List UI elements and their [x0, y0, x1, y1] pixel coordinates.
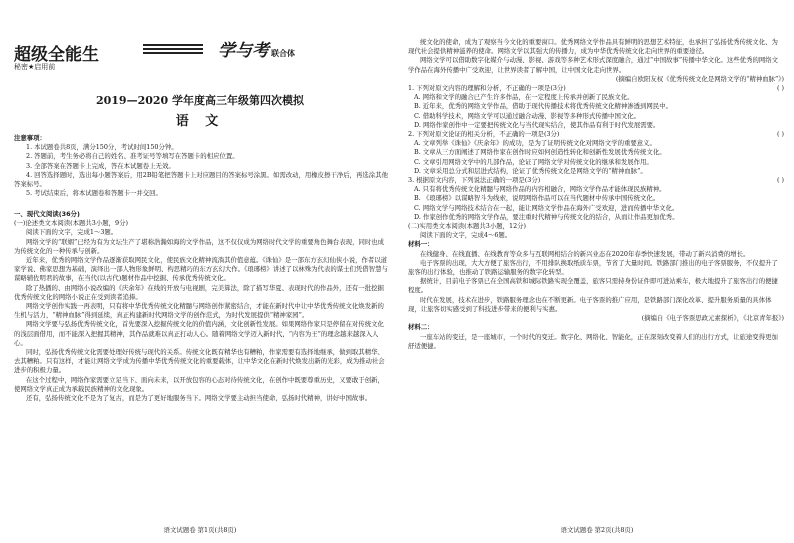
question-stem: 1. 下列对原文内容的理解和分析，不正确的一项是(3分) — [408, 84, 566, 93]
option: D. 网络作家创作中一定要把传统文化与当代现实结合，使其作品有利于时代发展需要。 — [414, 120, 660, 129]
section2-heading: (二)实用类文本阅读(本题共3小题，12分) — [408, 222, 527, 231]
note-item: 5. 考试结束后，将本试题卷和答题卡一并交回。 — [26, 189, 162, 198]
section1-sub: (一)论述类文本阅读(本题共3小题，9分) — [14, 219, 128, 228]
notes-block — [14, 134, 388, 198]
section2-instruction: 阅读下面的文字，完成4～6题。 — [420, 231, 512, 240]
brand-logo: 超级全能生 — [14, 45, 99, 65]
source-citation: (摘编自欧阳友权《优秀传统文化是网络文学的“精神血脉”》) — [615, 74, 784, 83]
option: B. 文章从三方面阐述了网络作家在创作时应如何创造性转化和创新性发展优秀传统文化。 — [414, 148, 666, 157]
partner-logo: 学与考 联合体 — [218, 41, 295, 61]
section1-heading: 一、现代文阅读(36分) — [14, 210, 80, 218]
exam-title: 2019—2020 学年度高三年级第四次模拟 — [95, 94, 305, 107]
option: C. 网络文学与网络技术结合在一起，能让网络文学作品在海外广受欢迎，进而传播中华文化。 — [414, 203, 679, 212]
passage-paragraph: 据统计，目前电子客票已在全国高铁和城际铁路实现全覆盖，旅客只需持身份证件即可进站乘车，极大地提升了旅客出行的便捷程度。 — [408, 277, 778, 295]
note-item: 1. 本试题卷共8页，满分150分，考试时间150分钟。 — [26, 143, 178, 152]
source-citation: (摘编自《电子客票思政元素探析》，《北京青年报》) — [641, 314, 784, 323]
notes-heading: 注意事项： — [14, 134, 46, 142]
passage-paragraph: 统文化的使命，成为了观察当今文化的重要窗口。优秀网络文学作品具有鲜明的思想艺术特征，也承担了弘扬优秀传统文化、为现代社会提供精神滋养的使命。网络文学以其强大的传播力，成为中华优秀传统文化走向世界的重要途径。 — [408, 38, 778, 56]
passage-paragraph: 一座车站的变迁，是一座城市，一个时代的变迁。数字化、网络化、智能化，正在深刻改变着人们的出行方式，让旅途变得更加舒适便捷。 — [408, 332, 778, 350]
passage-paragraph: 还有，弘扬传统文化不是为了复古，而是为了更好地服务当下。网络文学要主动担当使命，弘扬时代精神，讲好中国故事。 — [26, 394, 372, 403]
passage-paragraph: 近年来，优秀的网络文学作品逐渐获取网民文化，使民族文化精神流淌其价值意蕴。《诛仙》是一部东方玄幻仙侠小说，作者以道家学说、佛家思想为基础，演绎出一部人物形象鲜明、构思精巧的东方玄幻大作。《琅琊榜》讲述了以林殊为代表的谋士们凭借智慧与谋略辅佐明君的故事，在当代(以古代)题材作品中挖掘、传承优秀传统文化。 — [14, 256, 388, 283]
page-footer-left: 语文试题卷 第1页(共8页) — [163, 526, 237, 534]
note-item: 2. 答题前，考生务必将自己的姓名、准考证号等填写在答题卡的相应位置。 — [26, 152, 239, 161]
option: D. 作家创作优秀的网络文学作品，要注重时代精神与传统文化的结合，从而让作品更加优秀。 — [414, 212, 679, 221]
passage-paragraph: 电子客票的出现，大大方便了旅客出行，不用排队换取纸质车票，节省了大量时间。铁路部门推出的电子客票服务，不仅提升了旅客的出行体验，也推动了铁路运输服务的数字化转型。 — [408, 258, 778, 277]
passage-paragraph: 网络文学创作实践一再表明，只有将中华优秀传统文化精髓与网络创作紧密结合，才能在新时代中让中华优秀传统文化焕发新的生机与活力，“精神血脉”得到延续，真正构建新时代网络文学的创作范式，为时代发展提供“精神家园”。 — [14, 302, 384, 320]
passage-paragraph: 除了热播的、由网络小说改编的《庆余年》在线的开放与电视剧，完美算法，除了描写华夏、表现时代的作品外，还有一批挖掘优秀传统文化的网络小说正在受到读者追捧。 — [14, 283, 384, 301]
passage-paragraph: 网络文学可以借助数字化媒介与动漫、影视、游戏等多种艺术形式深度融合，通过“中国故事”传播中华文化。这些优秀的网络文学作品在海外传播中广受欢迎，让世界读者了解中国，让中国文化走向世界。 — [408, 56, 779, 74]
section1-block — [14, 210, 388, 403]
option: B. 近年来，优秀的网络文学作品，借助于现代传播技术将优秀传统文化精神渗透到网民中。 — [414, 102, 672, 111]
note-item: 3. 全部答案在答题卡上完成，答在本试题卷上无效。 — [26, 161, 175, 170]
answer-bracket: ( ) — [776, 84, 784, 93]
secret-label: 秘密★启用前 — [14, 63, 56, 71]
answer-bracket: ( ) — [776, 130, 784, 139]
right-page — [400, 0, 794, 543]
question-stem: 3. 根据原文内容，下列说法正确的一项是(3分) — [408, 176, 541, 185]
passage-paragraph: 网络文学的“联姻”已经为有为文坛生产了堪称浩瀚如海的文学作品，这不仅仅成为网络时代文学的重要角色舞台表现，同时也成为传统文化的一种传承与创新。 — [14, 237, 385, 255]
option: C. 借助科学技术，网络文学可以通过融合动漫、影视等多种形式传播中国文化。 — [414, 111, 641, 120]
question-1 — [408, 84, 784, 93]
answer-bracket: ( ) — [776, 176, 784, 185]
question-3 — [408, 176, 784, 185]
brand-decoration — [143, 44, 203, 56]
page-footer-right: 语文试题卷 第2页(共8页) — [560, 526, 634, 534]
material1-heading: 材料一： — [408, 240, 434, 249]
question-2 — [408, 130, 784, 139]
subject-title: 语 文 — [175, 114, 225, 129]
note-item: 4. 回答选择题时，选出每小题答案后，用2B铅笔把答题卡上对应题目的答案标号涂黑。如需改动，用橡皮擦干净后，再选涂其他答案标号。 — [14, 170, 388, 189]
section1-instruction: 阅读下面的文字，完成1～3题。 — [26, 228, 118, 237]
passage-paragraph: 在这个过程中，网络作家需要立足当下、面向未来，以开放包容的心态对待传统文化，在创作中既要尊重历史，又要敢于创新，使网络文学真正成为承载民族精神的文化现象。 — [14, 375, 384, 393]
passage-paragraph: 网络文学要与弘扬优秀传统文化，首先要深入挖掘传统文化的价值内涵，文化创新性发展。如果网络作家只是停留在对传统文化的浅层面借用，而不能深入把握其精神，其作品就难以真正打动人心。随着网络文学迈入新时代，“内容为王”的理念越来越深入人心。 — [14, 320, 384, 347]
option: C. 文章引用网络文学中的几部作品，论证了网络文学对传统文化的继承和发展作用。 — [414, 157, 653, 166]
option: A. 网络和文学的融合已产生许多作品，在一定程度上传承并创新了民族文化。 — [414, 93, 634, 102]
passage-paragraph: 时代在发展，技术在进步，铁路服务理念也在不断更新。电子客票的推广应用，是铁路部门深化改革、提升服务质量的具体体现，让旅客切实感受到了科技进步带来的便利与实惠。 — [408, 295, 772, 313]
option: A. 只有将优秀传统文化精髓与网络作品的内容相融合，网络文学作品才能体现民族精神。 — [414, 185, 666, 194]
material2-heading: 材料二： — [408, 323, 434, 332]
option: B. 《琅琊榜》以谋略智斗为线索，说明网络作品可以在当代题材中传承中国传统文化。 — [414, 194, 660, 203]
option: A. 文章列举《诛仙》《庆余年》的成功，是为了证明传统文化对网络文学的重要意义。 — [414, 139, 656, 148]
option: D. 文章采用总分式和层进式结构，论证了优秀传统文化是网络文学的“精神血脉”。 — [414, 166, 647, 175]
question-stem: 2. 下列对原文论证的相关分析，不正确的一项是(3分) — [408, 130, 560, 139]
passage-paragraph: 在线健身、在线直播、在线教育等众多与互联网相结合的新兴业态在2020年春季快速发展，带动了新兴消费的增长。 — [420, 249, 750, 258]
passage-paragraph: 同时，弘扬优秀传统文化需要处理好传统与现代的关系。传统文化既有精华也有糟粕，作家需要有选择地继承，做到取其精华、去其糟粕。只有这样，才能让网络文学成为传播中华优秀传统文化的重要载体，让中华文化在新时代焕发出新的光彩，成为推动社会进步的积极力量。 — [14, 348, 385, 375]
right-content — [408, 38, 784, 351]
